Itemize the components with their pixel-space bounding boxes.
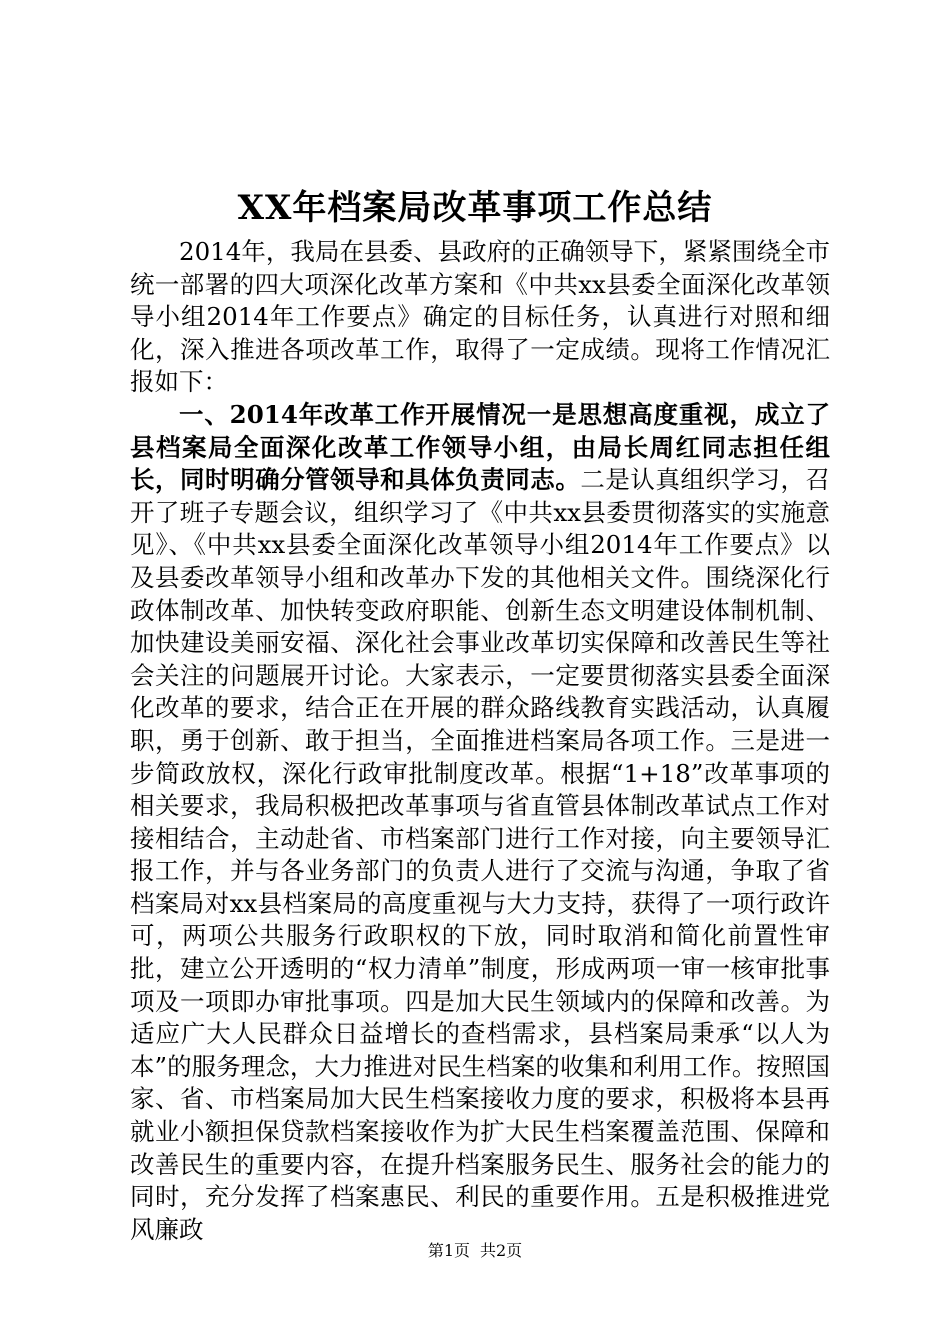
page-total: 共2页 <box>480 1241 523 1260</box>
page-number: 第1页 <box>427 1241 470 1260</box>
section-1-lead: 一、2014年改革工作开展情况一是思想高度重视，成立了县档案局全面深化改革工作领导小组，由局长周红同志担任组长，同时明确分管领导和具体负责同志。 <box>130 399 830 495</box>
section-1-body: 二是认真组织学习，召开了班子专题会议，组织学习了《中共xx县委贯彻落实的实施意见》、《中共xx县委全面深化改革领导小组2014年工作要点》以及县委改革领导小组和改革办下发的其他相关文件。围绕深化行政体制改革、加快转变政府职能、创新生态文明建设体制机制、加快建设美丽安福、深化社会事业改革切实保障和改善民生等社会关注的问题展开讨论。大家表示，一定要贯彻落实县委全面深化改革的要求，结合正在开展的群众路线教育实践活动，认真履职，勇于创新、敢于担当，全面推进档案局各项工作。三是进一步简政放权，深化行政审批制度改革。根据“1+18”改革事项的相关要求，我局积极把改革事项与省直管县体制改革试点工作对接相结合，主动赴省、市档案部门进行工作对接，向主要领导汇报工作，并与各业务部门的负责人进行了交流与沟通，争取了省档案局对xx县档案局的高度重视与大力支持，获得了一项行政许可，两项公共服务行政职权的下放，同时取消和简化前置性审批，建立公开透明的“权力清单”制度，形成两项一审一核审批事项及一项即办审批事项。四是加大民生领域内的保障和改善。为适应广大人民群众日益增长的查档需求，县档案局秉承“以人为本”的服务理念，大力推进对民生档案的收集和利用工作。按照国家、省、市档案局加大民生档案接收力度的要求，积极将本县再就业小额担保贷款档案接收作为扩大民生档案覆盖范围、保障和改善民生的重要内容，在提升档案服务民生、服务社会的能力的同时，充分发挥了档案惠民、利民的重要作用。五是积极推进党风廉政 <box>130 465 831 1244</box>
intro-paragraph: 2014年，我局在县委、县政府的正确领导下，紧紧围绕全市统一部署的四大项深化改革方案和《中共xx县委全面深化改革领导小组2014年工作要点》确定的目标任务，认真进行对照和细化，深入推进各项改革工作，取得了一定成绩。现将工作情况汇报如下： <box>130 237 830 397</box>
document-body <box>130 236 830 1246</box>
page-footer <box>0 1240 950 1262</box>
section-1-paragraph <box>130 399 830 1246</box>
page-title: XX年档案局改革事项工作总结 <box>237 188 713 228</box>
